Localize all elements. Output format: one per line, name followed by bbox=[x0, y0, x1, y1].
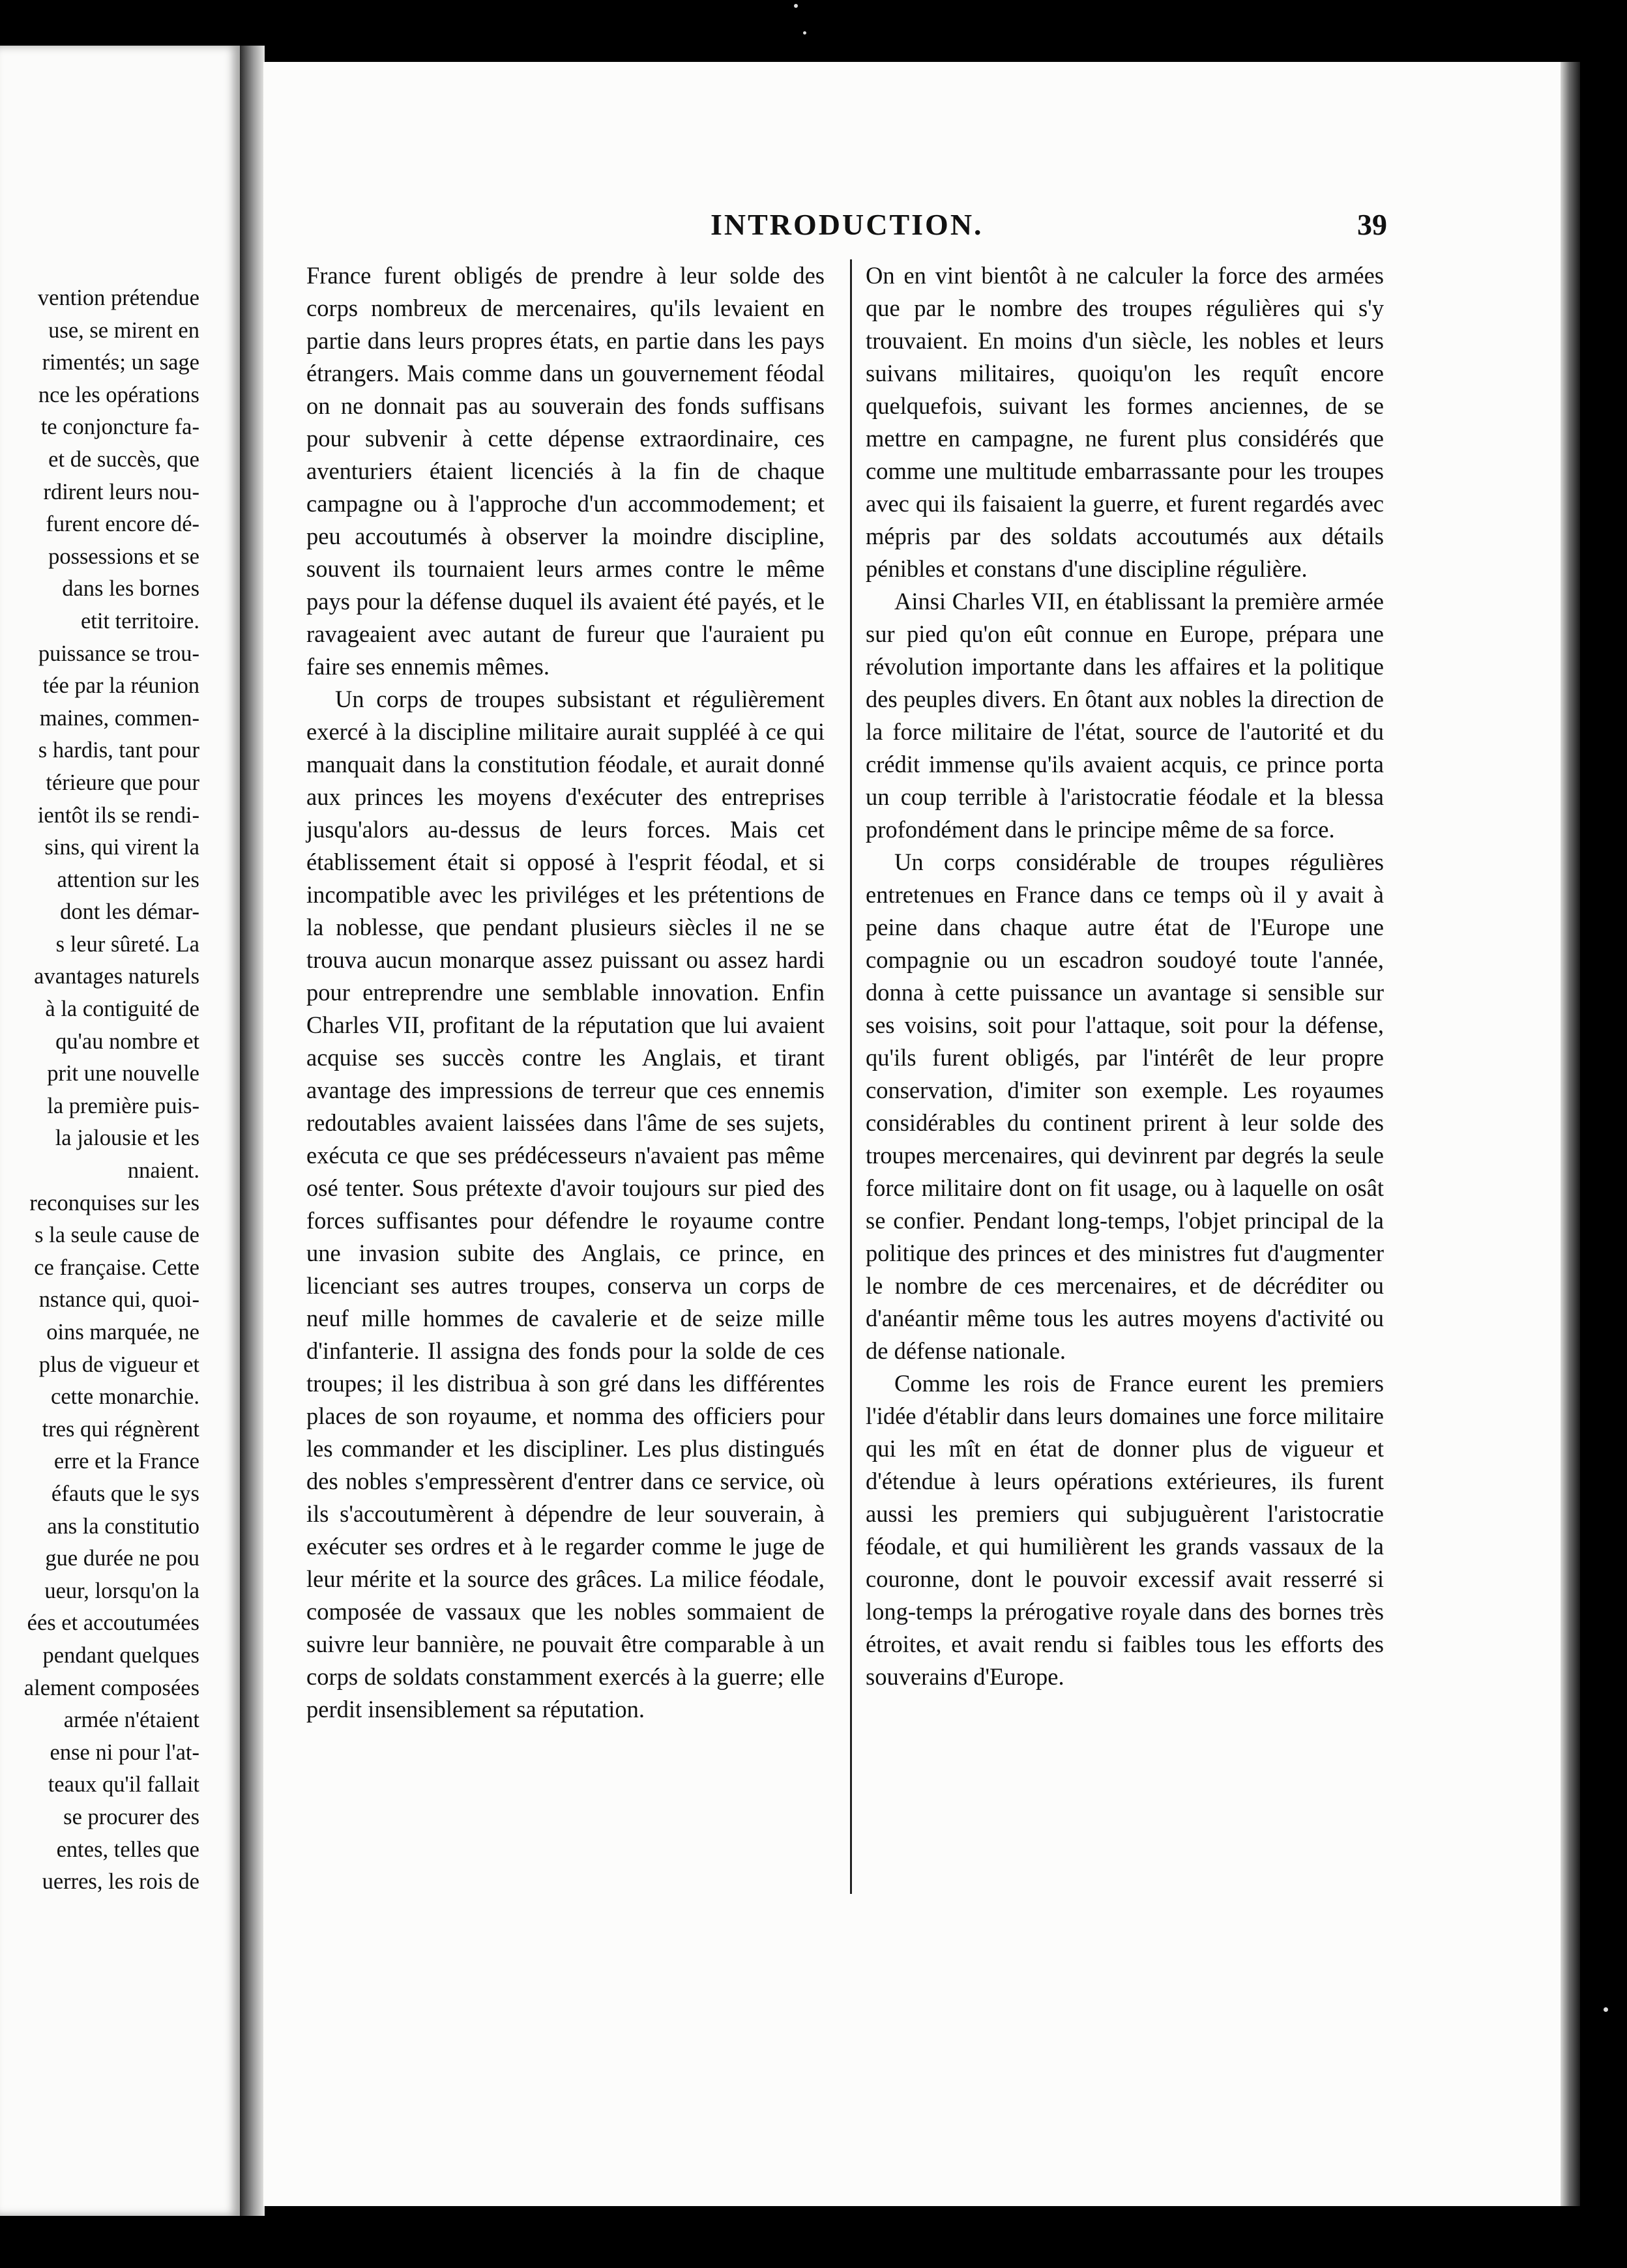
left-page-line: s leur sûreté. La bbox=[55, 931, 199, 957]
book-spine bbox=[240, 46, 265, 2216]
text-column-right bbox=[866, 259, 1384, 1693]
left-page-line: la jalousie et les bbox=[55, 1126, 199, 1151]
left-page-line: térieure que pour bbox=[46, 770, 199, 795]
dust-speck bbox=[803, 31, 806, 35]
left-page-line: tres qui régnèrent bbox=[42, 1416, 199, 1442]
left-page-line: rimentés; un sage bbox=[42, 350, 199, 375]
left-facing-page bbox=[0, 46, 240, 2216]
left-page-line: plus de vigueur et bbox=[38, 1352, 199, 1377]
paragraph: Comme les rois de France eurent les premiers l'idée d'établir dans leurs domaines une force militaire qui les mît en état de donner plus de vigueur et d'étendue à leurs opérations extérieures, ils furent aussi les premiers qui subjuguèrent l'aristocratie féodale, et qui humilièrent les grands vassaux de la couronne, dont le pouvoir excessif avait resserré si long-temps la prérogative royale dans des bornes très étroites, et avait rendu si faibles tous les efforts des souverains d'Europe. bbox=[866, 1370, 1384, 1690]
paragraph: Ainsi Charles VII, en établissant la première armée sur pied qu'on eût connue en Europe, prépara une révolution importante dans les affaires et la politique des peuples divers. En ôtant aux nobles la direction de la force militaire de l'état, source de l'autorité et du crédit immense qu'ils avaient acquis, ce prince porta un coup terrible à l'aristocratie féodale et la blessa profondément dans le principe même de sa force. bbox=[866, 588, 1384, 843]
left-page-line: ées et accoutumées bbox=[27, 1610, 199, 1636]
left-page-line: qu'au nombre et bbox=[55, 1028, 199, 1054]
page-edge bbox=[1561, 62, 1580, 2206]
left-page-line: possessions et se bbox=[48, 544, 199, 569]
paragraph: France furent obligés de prendre à leur solde des corps nombreux de mercenaires, qu'ils levaient en partie dans leurs propres états, en partie dans les pays étrangers. Mais comme dans un gouvernement féodal on ne donnait pas au souverain des fonds suffisans pour subvenir à cette dépense extraordinaire, ces aventuriers étaient licenciés à la fin de chaque campagne ou à l'approche d'un accommodement; et peu accoutumés à observer la moindre discipline, souvent ils tournaient leurs armes contre le même pays pour la défense duquel ils avaient été payés, et le ravageaient avec autant de fureur que l'auraient pu faire ses ennemis mêmes. bbox=[306, 262, 825, 680]
left-page-line: nce les opérations bbox=[38, 382, 199, 407]
left-page-line: se procurer des bbox=[63, 1804, 199, 1829]
left-page-line: la première puis- bbox=[47, 1093, 199, 1118]
left-page-line: ueur, lorsqu'on la bbox=[44, 1578, 199, 1603]
left-page-line: te conjoncture fa- bbox=[40, 414, 199, 440]
column-divider bbox=[850, 259, 852, 1894]
running-head: INTRODUCTION. bbox=[711, 208, 984, 241]
left-page-line: furent encore dé- bbox=[46, 512, 199, 537]
left-page-line: pendant quelques bbox=[42, 1642, 199, 1668]
left-page-line: entes, telles que bbox=[56, 1837, 199, 1862]
left-page-line: armée n'étaient bbox=[63, 1708, 199, 1733]
left-page-line: ce française. Cette bbox=[34, 1255, 199, 1280]
left-page-line: cette monarchie. bbox=[51, 1384, 199, 1410]
left-page-line: éfauts que le sys bbox=[51, 1481, 199, 1506]
left-page-text bbox=[0, 282, 199, 1898]
left-page-line: à la contiguité de bbox=[45, 996, 199, 1022]
left-page-line: ense ni pour l'at- bbox=[50, 1739, 199, 1765]
left-page-line: reconquises sur les bbox=[29, 1190, 199, 1215]
left-page-line: gue durée ne pou bbox=[45, 1546, 199, 1571]
left-page-line: erre et la France bbox=[53, 1449, 199, 1474]
left-page-line: vention prétendue bbox=[37, 285, 199, 310]
left-page-line: et de succès, que bbox=[48, 446, 199, 472]
left-page-line: prit une nouvelle bbox=[47, 1061, 199, 1086]
left-page-line: nnaient. bbox=[127, 1158, 199, 1184]
paragraph: On en vint bientôt à ne calculer la force des armées que par le nombre des troupes régulières qui s'y trouvaient. En moins d'un siècle, les nobles et leurs suivans militaires, quoiqu'on les requît encore quelquefois, suivant les formes anciennes, de se mettre en campagne, ne furent plus considérés que comme une multitude embarrassante pour les troupes avec qui ils faisaient la guerre, et furent regardés avec mépris par des soldats accoutumés aux détails pénibles et constans d'une discipline régulière. bbox=[866, 262, 1384, 582]
left-page-line: teaux qu'il fallait bbox=[48, 1772, 199, 1797]
left-page-line: sins, qui virent la bbox=[44, 835, 199, 860]
left-page-line: etit territoire. bbox=[80, 608, 199, 633]
left-page-line: s hardis, tant pour bbox=[38, 738, 199, 763]
left-page-line: dans les bornes bbox=[62, 576, 199, 602]
left-page-line: dont les démar- bbox=[60, 899, 199, 925]
left-page-line: maines, commen- bbox=[39, 705, 199, 731]
left-page-line: use, se mirent en bbox=[48, 317, 199, 343]
left-page-line: alement composées bbox=[23, 1675, 199, 1700]
left-page-line: puissance se trou- bbox=[38, 641, 199, 666]
left-page-line: avantages naturels bbox=[34, 964, 199, 989]
left-page-line: ientôt ils se rendi- bbox=[37, 802, 199, 828]
left-page-line: tée par la réunion bbox=[42, 673, 199, 699]
left-page-line: nstance qui, quoi- bbox=[38, 1287, 199, 1313]
left-page-line: s la seule cause de bbox=[35, 1223, 199, 1248]
dust-speck bbox=[794, 4, 798, 8]
left-page-line: uerres, les rois de bbox=[42, 1869, 199, 1895]
left-page-line: rdirent leurs nou- bbox=[43, 479, 199, 504]
paragraph: Un corps considérable de troupes régulières entretenues en France dans ce temps où il y avait à peine dans chaque autre état de l'Europe une compagnie ou un escadron soudoyé toute l'année, donna à cette puissance un avantage si sensible sur ses voisins, soit pour l'attaque, soit pour la défense, qu'ils furent obligés, par l'intérêt de leur propre conservation, d'imiter son exemple. Les royaumes considérables du continent prirent à leur solde des troupes mercenaires, qui devinrent par degrés la seule force militaire dont on fit usage, ou à laquelle on osât se confier. Pendant long-temps, l'objet principal de la politique des princes et des ministres fut d'augmenter le nombre de ces mercenaires, et de décréditer ou d'anéantir même tous les autres moyens d'activité ou de défense nationale. bbox=[866, 849, 1384, 1364]
text-column-left bbox=[306, 259, 825, 1726]
left-page-line: ans la constitutio bbox=[47, 1513, 199, 1539]
paragraph: Un corps de troupes subsistant et régulièrement exercé à la discipline militaire aurait suppléé à ce qui manquait dans la constitution féodale, et aurait donné aux princes les moyens d'exécuter des entreprises jusqu'alors au-dessus de leurs forces. Mais cet établissement était si opposé à l'esprit féodal, et si incompatible avec les priviléges et les prétentions de la noblesse, que pendant plusieurs siècles il ne se trouva aucun monarque assez puissant ou assez hardi pour entreprendre une semblable innovation. Enfin Charles VII, profitant de la réputation que lui avaient acquise ses succès contre les Anglais, et tirant avantage des impressions de terreur que ces ennemis redoutables avaient laissées dans l'âme de ses sujets, exécuta ce que ses prédécesseurs n'avaient pas même osé tenter. Sous prétexte d'avoir toujours sur pied des forces suffisantes pour défendre le royaume contre une invasion subite des Anglais, ce prince, en licenciant ses autres troupes, conserva un corps de neuf mille hommes de cavalerie et de seize mille d'infanterie. Il assigna des fonds pour la solde de ces troupes; il les distribua à son gré dans les différentes places de son royaume, et nomma des officiers pour les commander et les discipliner. Les plus distingués des nobles s'empressèrent d'entrer dans ce service, où ils s'accoutumèrent à dépendre de leur souverain, à exécuter ses ordres et à le regarder comme le juge de leur mérite et la source des grâces. La milice féodale, composée de vassaux que les nobles sommaient de suivre leur bannière, ne pouvait être comparable à un corps de soldats constamment exercés à la guerre; elle perdit insensiblement sa réputation. bbox=[306, 686, 825, 1723]
dust-speck bbox=[1604, 2007, 1608, 2012]
left-page-line: attention sur les bbox=[57, 867, 199, 892]
page-number: 39 bbox=[1357, 208, 1387, 241]
left-page-line: oins marquée, ne bbox=[46, 1320, 199, 1345]
